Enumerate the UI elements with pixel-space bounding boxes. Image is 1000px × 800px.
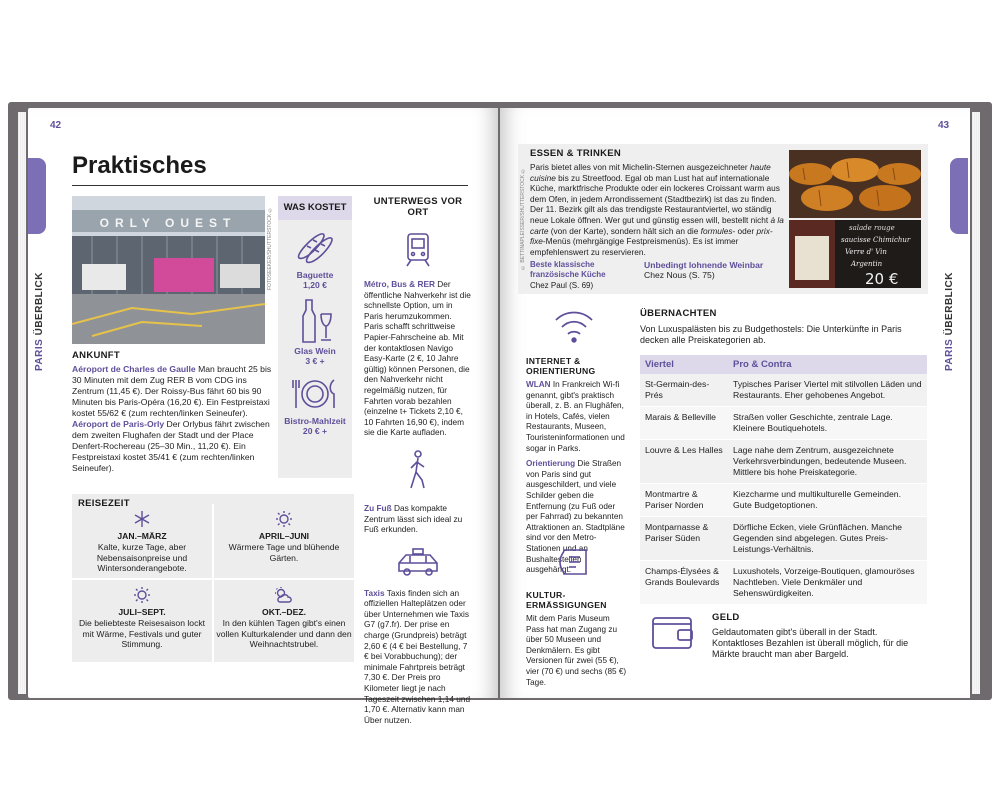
taxi-paragraph: Taxis Taxis finden sich an offiziellen Halteplätzen oder über Unternehmen wie Taxis G7 (g7.fr). Der prise en charge (Grundpreis) beträgt 2,60 € (4 € bei Bestellung, 7 € bei Vorabbuchung); der minimale Fahrtpreis beträgt 7,30 €. Der Preis pro Kilometer liegt je nach Tageszeit zwischen 1,14 und 1,70 €. Alternativ kann man Über nutzen. — [364, 587, 471, 725]
kost-item-baguette: Baguette 1,20 € — [278, 228, 352, 290]
uebernachten-section — [640, 308, 928, 346]
kost-item-meal: Bistro-Mahlzeit 20 € + — [278, 374, 352, 436]
was-kostet-heading: WAS KOSTET — [278, 196, 352, 220]
uebernachten-heading: ÜBERNACHTEN — [640, 308, 717, 319]
kultur-heading: KULTUR-ERMÄSSIGUNGEN — [526, 590, 607, 610]
title-rule — [72, 185, 468, 186]
was-kostet-box — [278, 196, 352, 478]
wlan-link[interactable]: WLAN — [526, 380, 551, 389]
wifi-icon — [552, 306, 596, 351]
orly-sign-text: ORLY OUEST — [99, 216, 237, 230]
ankunft-section — [72, 350, 272, 474]
tip-klassisch: Beste klassische französische Küche Chez Paul (S. 69) — [530, 260, 606, 291]
kost-item-wine: Glas Wein 3 € + — [278, 298, 352, 366]
board-line-1: salade rouge — [849, 224, 895, 232]
table-row: Louvre & Les Halles Lage nahe dem Zentrum, ausgezeichnete Verkehrsverbindungen, bedeutende Museen. Mittlere bis hohe Preiskategorie. — [640, 440, 927, 484]
table-row: St-Germain-des-Prés Typisches Pariser Viertel mit stilvollen Läden und Restaurants. Eher gehobenes Angebot. — [640, 374, 927, 407]
metro-link[interactable]: Métro, Bus & RER — [364, 279, 435, 289]
ankunft-orly-paragraph: Aéroport de Paris-Orly Der Orlybus fährt zwischen dem zweiten Flughafen der Stadt und der Place Denfert-Rochereau (25–30 Min., 11,20 €). Ein Festpreistaxi kostet 35/41 € (zum rechten/linken Seineufer). — [72, 419, 270, 473]
reisezeit-heading: REISEZEIT — [78, 498, 130, 509]
wine-glass-icon — [293, 298, 337, 344]
ankunft-cdg-paragraph: Aéroport de Charles de Gaulle Man braucht 25 bis 30 Minuten mit dem Zug RER B vom CDG ins Zentrum (11,45 €). Der Roissy-Bus fährt 60 bis 90 Minuten bis Paris-Opéra (16,20 €). Ein Festpreistaxi kostet 55/62 € (zum rechten/linken Seineufer). — [72, 364, 272, 418]
side-label-left: PARIS ÜBERBLICK — [34, 272, 45, 371]
table-row: Champs-Élysées & Grands Boulevards Luxushotels, Vorzeige-Boutiquen, glamouröses Nachtleben. Viele Denkmäler und Sehenswürdigkeiten. — [640, 561, 927, 605]
taxi-icon — [364, 547, 472, 582]
ticket-icon — [556, 548, 590, 587]
train-icon — [364, 232, 472, 273]
season-jan-maerz: JAN.–MÄRZ Kalte, kurze Tage, aber Nebensaisonpreise und Wintersonderangebote. — [74, 510, 210, 574]
sun-icon — [274, 510, 294, 528]
fuss-paragraph: Zu Fuß Das kompakte Zentrum lässt sich ideal zu Fuß erkunden. — [364, 502, 463, 535]
essen-section — [530, 148, 784, 291]
unterwegs-section — [364, 196, 472, 725]
season-juli-sept: JULI–SEPT. Die beliebteste Reisesaison lockt mit Wärme, Festivals und guter Stimmung. — [74, 586, 210, 650]
meal-icon — [291, 374, 339, 414]
photo-credit-right: © BETTINAPLEISSER/SHUTTERSTOCK © — [520, 167, 526, 270]
geld-section — [712, 612, 928, 660]
page-edge-left — [18, 112, 26, 694]
kultur-paragraph: Mit dem Paris Museum Pass hat man Zugang zu über 50 Museen und Denkmälern. Es gibt Versionen für zwei (55 €), vier (70 €) und sechs (85 €) Tage. — [526, 614, 627, 687]
unterwegs-heading: UNTERWEGS VOR ORT — [373, 196, 463, 218]
wallet-icon — [650, 612, 696, 657]
ankunft-heading: ANKUNFT — [72, 350, 121, 361]
side-label-right: PARIS ÜBERBLICK — [944, 272, 955, 371]
kultur-section — [526, 590, 628, 688]
internet-section — [526, 356, 628, 576]
photo-credit-left: FOTOSEEKER/SHUTTERSTOCK © — [267, 206, 273, 290]
viertel-table — [640, 355, 927, 605]
essen-paragraph: Paris bietet alles von mit Michelin-Sternen ausgezeichneter haute cuisine bis zu Streetfood. Egal ob man Lust hat auf internationale Küche, marktfrische Produkte oder ein lockeres Croissant warm aus dem Ofen, in jedem Arrondissement (Stadtbezirk) ist das zu finden. Der 11. Bezirk gilt als das trendigste Restaurantviertel, wo ständig neue Lokale öffnen. Wer gut und günstig essen will, bestellt nicht à la carte (von der Karte), sondern hält sich an die formules- oder prix-fixe-Menüs (mehrgängige Festpreismenüs). Es ist immer empfehlenswert zu reservieren. — [530, 162, 784, 257]
orientierung-paragraph: Orientierung Die Straßen von Paris sind gut ausgeschildert, und viele Schilder geben die Entfernung (zu Fuß oder per Fahrrad) zu bekannten Attraktionen an. Stadtpläne sind vor den Metro-Stationen und an Bushaltestellen ausgehängt. — [526, 459, 625, 575]
side-tab-left — [28, 158, 46, 234]
taxi-link[interactable]: Taxis — [364, 587, 385, 598]
table-row: Marais & Belleville Straßen voller Geschichte, zentrale Lage. Kleinere Boutiquehotels. — [640, 407, 927, 440]
orientierung-link[interactable]: Orientierung — [526, 459, 576, 469]
sun-icon — [132, 586, 152, 604]
geld-heading: GELD — [712, 612, 740, 623]
fuss-link[interactable]: Zu Fuß — [364, 502, 392, 513]
board-line-3: Verre d' Vin — [845, 248, 887, 256]
season-okt-dez: OKT.–DEZ. In den kühlen Tagen gibt's einen vollen Kulturkalender und dann den Weihnachtstrubel. — [216, 586, 352, 650]
page-number-right: 43 — [938, 120, 950, 131]
board-line-4: Argentin — [851, 260, 883, 268]
croissant-photo — [789, 150, 921, 218]
geld-paragraph: Geldautomaten gibt's überall in der Stadt. Kontaktloses Bezahlen ist überall möglich, für die Märkte braucht man aber Bargeld. — [712, 627, 909, 659]
page-edge-right — [972, 112, 980, 694]
internet-heading: INTERNET & ORIENTIERUNG — [526, 356, 596, 376]
cloud-sun-icon — [273, 586, 295, 604]
table-header-row — [640, 355, 927, 374]
cdg-link[interactable]: Aéroport de Charles de Gaulle — [72, 364, 196, 374]
page-number-left: 42 — [50, 120, 62, 131]
col-viertel-header: Viertel — [640, 355, 728, 374]
metro-paragraph: Métro, Bus & RER Der öffentliche Nahverkehr ist die schnellste Option, um in Paris herumzukommen. Paris schafft schrittweise Papier-Fahrscheine ab. Mit der kontaktlosen Navigo Easy-Karte (2 €, 10 Jahre gültig) können Personen, die den Nahverkehr nicht regelmäßig nutzen, für Fahrten vorab bezahlen (einzelne t+ Tickets 2,10 €, 10 Fahrten 16,90 €), indem sie die Karte aufladen. — [364, 279, 471, 438]
table-row: Montmartre & Pariser Norden Kiezcharme und multikulturelle Gemeinden. Gute Budgetoptionen. — [640, 484, 927, 517]
orly-link[interactable]: Aéroport de Paris-Orly — [72, 419, 165, 429]
essen-heading: ESSEN & TRINKEN — [530, 148, 622, 159]
snowflake-icon — [133, 510, 151, 528]
table-row: Montparnasse & Pariser Süden Dörfliche Ecken, viele Grünflächen. Manche Gegenden sind abgelegen. Gutes Preis-Leistungs-Verhältnis. — [640, 517, 927, 561]
uebernachten-intro: Von Luxuspalästen bis zu Budgethostels: Die Unterkünfte in Paris decken alle Preiskategorien ab. — [640, 324, 902, 345]
wlan-paragraph: WLAN In Frankreich Wi-fi genannt, gibt's praktisch überall, z. B. an Flughäfen, in Hotels, Cafés, vielen Restaurants, Museen, Touristeninformationen und sogar in Parks. — [526, 380, 625, 453]
side-tab-right — [950, 158, 968, 234]
board-line-5: 20 € — [865, 270, 899, 288]
season-april-juni: APRIL–JUNI Wärmere Tage und blühende Gärten. — [216, 510, 352, 563]
walking-icon — [364, 450, 472, 495]
page-title: Praktisches — [72, 152, 207, 179]
tip-weinbar: Unbedingt lohnende Weinbar Chez Nous (S. 75) — [644, 260, 764, 281]
col-pro-contra-header: Pro & Contra — [728, 355, 927, 374]
orly-airport-photo — [72, 196, 265, 344]
board-line-2: saucisse Chimichur — [841, 236, 911, 244]
baguette-icon — [293, 228, 337, 268]
reisezeit-box — [72, 494, 354, 662]
chalkboard-menu-photo — [789, 220, 921, 288]
